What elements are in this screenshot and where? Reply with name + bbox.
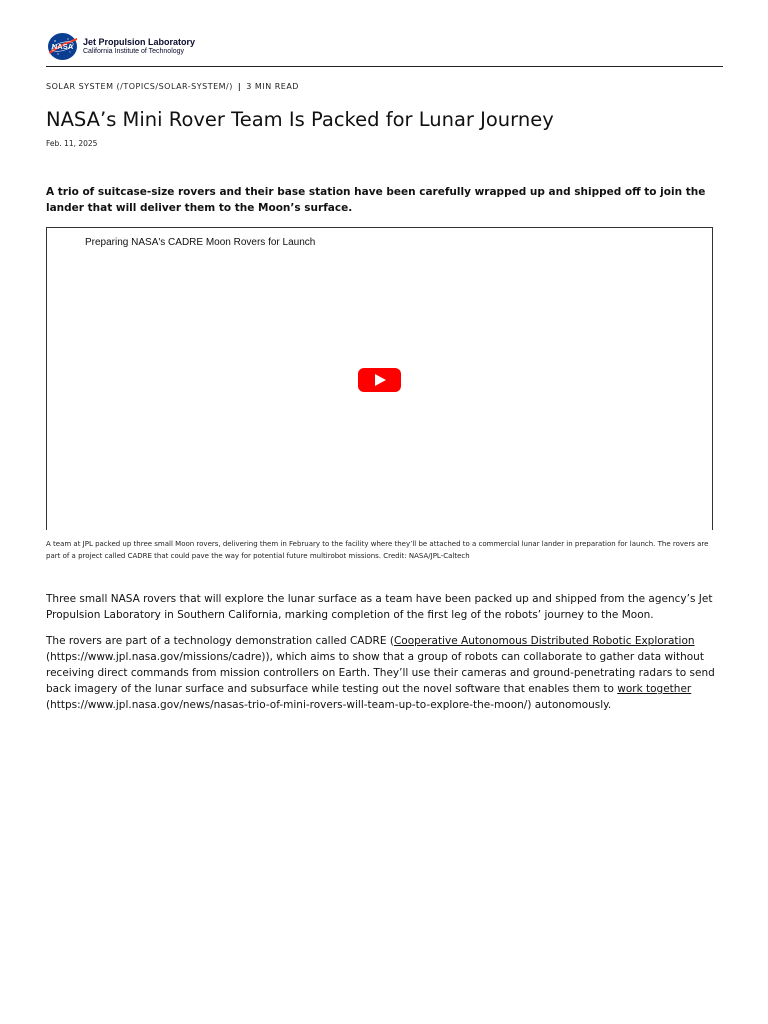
p2-text-4: ( (46, 699, 51, 711)
video-caption: A team at JPL packed up three small Moon rovers, delivering them in February to the facility where they’ll be attached to a commercial lunar lander in preparation for launch. The rovers are part of a project called CADRE that could pave the way for potential future multirobot missions. Credit: NASA/JPL-Caltech (46, 540, 709, 560)
p2-text-2: ( (46, 651, 51, 663)
read-time: 3 MIN READ (246, 82, 299, 91)
work-together-url[interactable]: https://www.jpl.nasa.gov/news/nasas-trio-of-mini-rovers-will-team-up-to-explore-the-moon/ (50, 699, 528, 711)
work-together-link[interactable]: work together (617, 683, 692, 695)
body-paragraph-2 (46, 633, 718, 713)
cadre-url[interactable]: https://www.jpl.nasa.gov/missions/cadre (50, 651, 262, 663)
org-block (83, 37, 195, 56)
article-meta (46, 82, 299, 91)
org-subtitle: California Institute of Technology (83, 48, 185, 55)
video-title[interactable]: Preparing NASA's CADRE Moon Rovers for Launch (85, 237, 316, 248)
article-title: NASA’s Mini Rover Team Is Packed for Lunar Journey (46, 108, 554, 131)
org-name[interactable]: Jet Propulsion Laboratory (83, 37, 196, 47)
youtube-play-icon[interactable] (358, 368, 401, 392)
video-embed[interactable] (46, 227, 713, 530)
body-paragraph-1: Three small NASA rovers that will explore the lunar surface as a team have been packed up and shipped from the agency’s Jet Propulsion Laboratory in Southern California, marking completion of the first leg of the robots’ journey to the Moon. (46, 593, 713, 621)
nasa-logo-icon[interactable] (46, 32, 79, 61)
article-lede: A trio of suitcase-size rovers and their base station have been carefully wrapped up and shipped off to join the lander that will deliver them to the Moon’s surface. (46, 186, 706, 214)
site-header (46, 32, 723, 66)
p2-text-3: )), which aims to show that a group of robots can collaborate to gather data without receiving direct commands from mission controllers on Earth. They’ll use their cameras and ground-penetrating radars to send back imagery of the lunar surface and subsurface while testing out the novel software that enables them to (46, 651, 715, 695)
topic-link[interactable]: SOLAR SYSTEM (/TOPICS/SOLAR-SYSTEM/) (46, 82, 233, 91)
play-triangle-icon (375, 374, 386, 386)
meta-separator: | (237, 82, 242, 91)
p2-text-1: The rovers are part of a technology demonstration called CADRE ( (46, 635, 394, 647)
header-divider (46, 66, 723, 67)
p2-text-5: ) autonomously. (527, 699, 612, 711)
article-date: Feb. 11, 2025 (46, 139, 98, 148)
cadre-link[interactable]: Cooperative Autonomous Distributed Robotic Exploration (393, 635, 695, 647)
logo-text: NASA (51, 42, 74, 51)
